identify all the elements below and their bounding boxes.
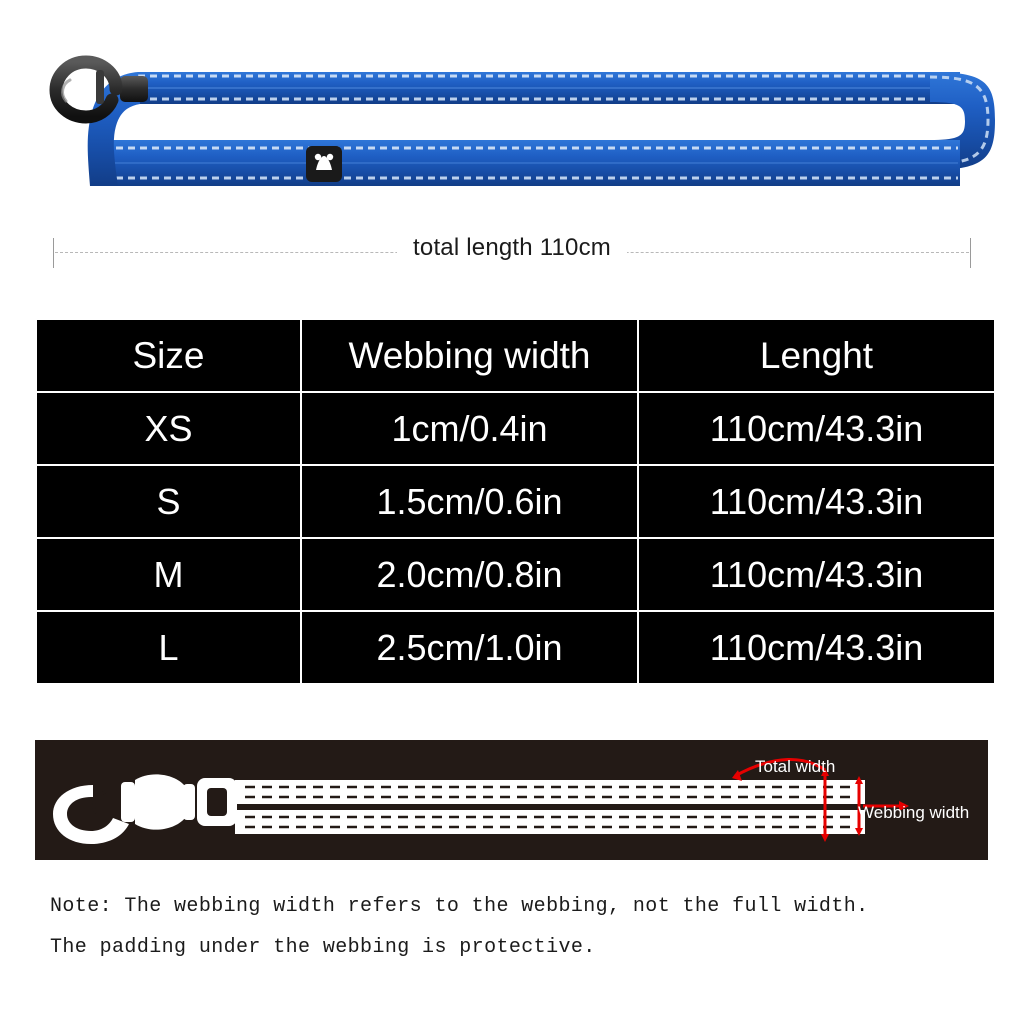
cell-length: 110cm/43.3in [638,392,995,465]
brand-logo-patch [306,146,342,182]
leash-upper-strap [138,72,960,104]
diagram-swivel [197,778,237,826]
dimension-tick-right [970,238,971,268]
size-chart-table [35,318,996,685]
cell-webbing-width: 2.5cm/1.0in [301,611,638,684]
dimension-tick-left [53,238,54,268]
product-photo [0,0,1024,225]
header-webbing-width: Webbing width [301,319,638,392]
dimension-label: total length 110cm [397,234,627,262]
diagram-label-total-width: Total width [755,757,836,776]
diagram-label-webbing-width: Webbing width [858,803,970,822]
cell-webbing-width: 1cm/0.4in [301,392,638,465]
cell-size: S [36,465,301,538]
header-size: Size [36,319,301,392]
cell-webbing-width: 1.5cm/0.6in [301,465,638,538]
note-line-1: Note: The webbing width refers to the webbing, not the full width. [50,895,869,918]
cell-size: L [36,611,301,684]
diagram-upper-strap [235,780,865,804]
table-row [36,465,995,538]
header-length: Lenght [638,319,995,392]
cell-length: 110cm/43.3in [638,465,995,538]
table-row [36,392,995,465]
webbing-width-diagram [35,740,988,860]
note-block [50,895,990,977]
cell-length: 110cm/43.3in [638,538,995,611]
note-line-2: The padding under the webbing is protective. [50,936,596,959]
cell-length: 110cm/43.3in [638,611,995,684]
diagram-clasp-icon [53,774,195,844]
table-header-row [36,319,995,392]
cell-size: XS [36,392,301,465]
diagram-lower-strap [235,810,865,834]
cell-webbing-width: 2.0cm/0.8in [301,538,638,611]
total-length-dimension [45,228,979,276]
table-row [36,538,995,611]
table-row [36,611,995,684]
leash-lower-strap [90,140,960,186]
cell-size: M [36,538,301,611]
leash-clasp-icon [56,62,148,117]
